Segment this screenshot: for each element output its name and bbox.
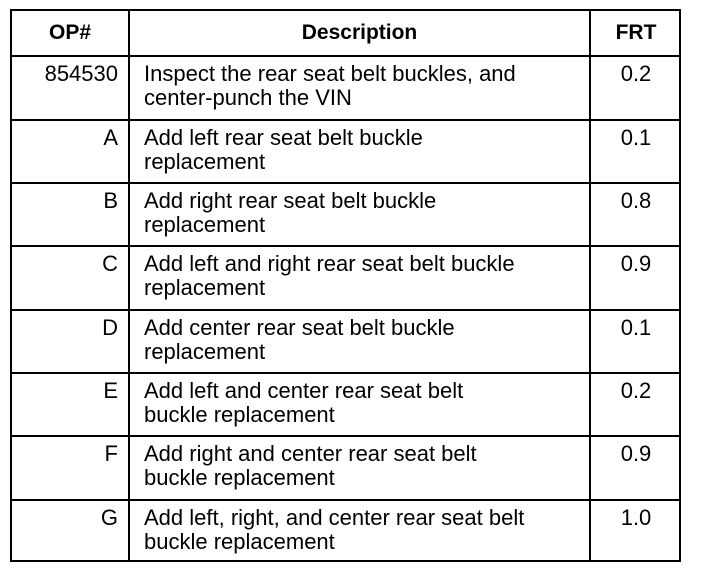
- op-number-cell: 854530: [12, 57, 130, 119]
- op-number-cell: C: [12, 247, 130, 309]
- op-number-cell: E: [12, 374, 130, 435]
- description-line: replacement: [144, 149, 266, 174]
- frt-cell: 0.9: [620, 441, 652, 466]
- description-line: Add left rear seat belt buckle: [144, 125, 423, 150]
- table-row: [12, 184, 679, 247]
- description-cell: [130, 437, 591, 499]
- frt-cell: 1.0: [620, 505, 652, 530]
- description-cell: [130, 374, 591, 435]
- table-row: [12, 121, 679, 184]
- table-row: [12, 311, 679, 374]
- frt-cell: 0.1: [620, 125, 652, 150]
- table-row: [12, 501, 679, 562]
- table-row: [12, 57, 679, 121]
- table-row: [12, 374, 679, 437]
- description-cell: [130, 121, 591, 182]
- description-line: center-punch the VIN: [144, 85, 352, 110]
- description-line: Add left and center rear seat belt: [144, 378, 464, 403]
- frt-cell: 0.2: [620, 378, 652, 403]
- description-cell: [130, 501, 591, 562]
- description-line: replacement: [144, 212, 266, 237]
- header-op-number: OP#: [12, 11, 130, 55]
- description-cell: [130, 247, 591, 309]
- op-number-cell: A: [12, 121, 130, 182]
- table-header-row: [12, 11, 679, 57]
- description-line: Inspect the rear seat belt buckles, and: [144, 61, 516, 86]
- op-number-cell: G: [12, 501, 130, 562]
- description-line: Add center rear seat belt buckle: [144, 315, 455, 340]
- description-cell: [130, 311, 591, 372]
- labor-operations-table: [10, 9, 681, 562]
- op-number-cell: D: [12, 311, 130, 372]
- frt-cell: 0.1: [620, 315, 652, 340]
- description-line: Add right and center rear seat belt: [144, 441, 477, 466]
- table-row: [12, 247, 679, 311]
- description-line: Add right rear seat belt buckle: [144, 188, 437, 213]
- op-number-cell: B: [12, 184, 130, 245]
- description-line: buckle replacement: [144, 402, 335, 427]
- header-description: Description: [130, 11, 591, 55]
- frt-cell: 0.2: [620, 61, 652, 86]
- description-cell: [130, 184, 591, 245]
- header-frt: FRT: [615, 21, 657, 44]
- frt-cell: 0.8: [620, 188, 652, 213]
- op-number-cell: F: [12, 437, 130, 499]
- frt-cell: 0.9: [620, 251, 652, 276]
- description-line: Add left and right rear seat belt buckle: [144, 251, 515, 276]
- description-line: buckle replacement: [144, 465, 335, 490]
- description-line: replacement: [144, 339, 266, 364]
- description-line: buckle replacement: [144, 529, 335, 554]
- description-line: Add left, right, and center rear seat belt: [144, 505, 525, 530]
- description-cell: [130, 57, 591, 119]
- table-row: [12, 437, 679, 501]
- description-line: replacement: [144, 275, 266, 300]
